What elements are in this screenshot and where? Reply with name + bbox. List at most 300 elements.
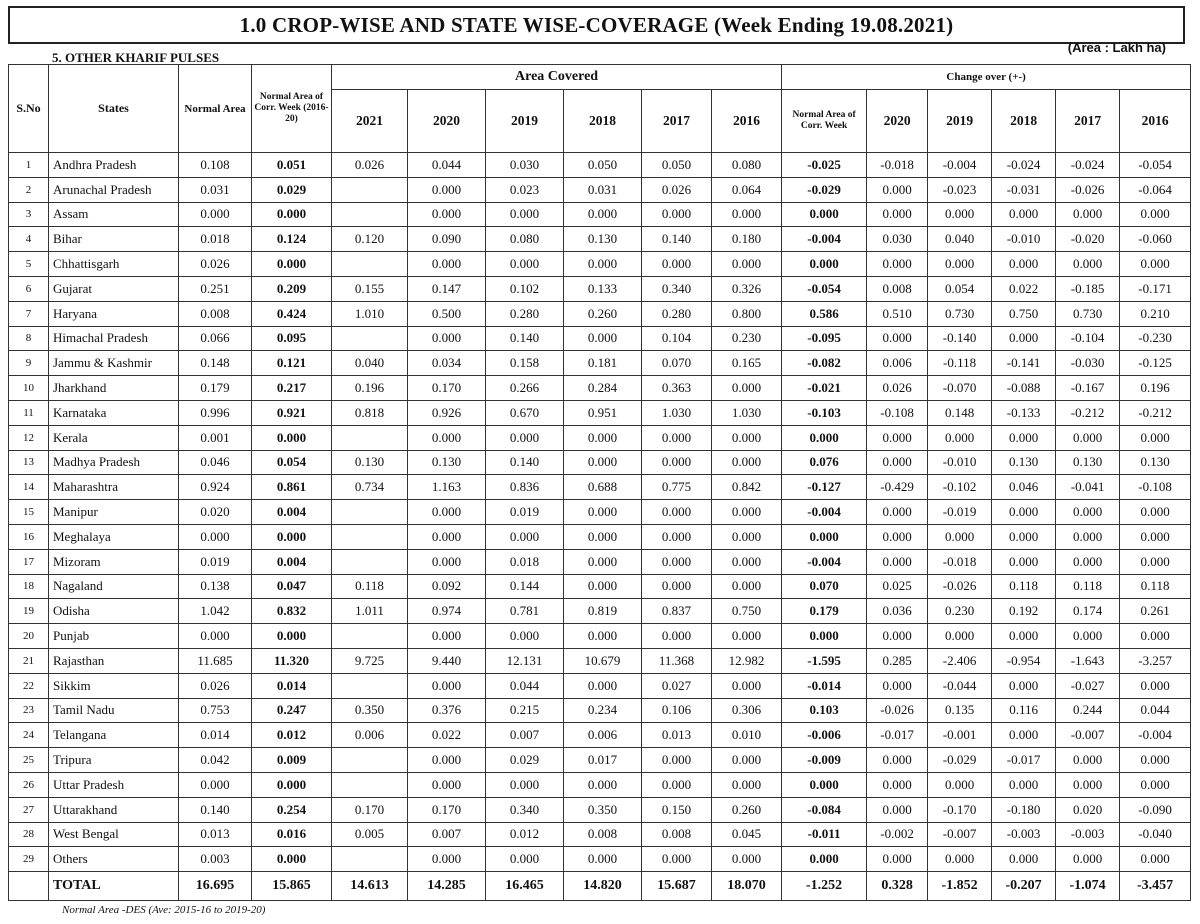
c2016-cell: 0.196: [1120, 376, 1191, 401]
normal-corr-cell: 0.051: [252, 153, 332, 178]
c2020-cell: 0.000: [867, 673, 928, 698]
normal-corr-cell: 0.004: [252, 549, 332, 574]
y2020-cell: 0.000: [408, 326, 486, 351]
normal-corr-cell: 0.424: [252, 301, 332, 326]
y2016-cell: 0.306: [712, 698, 782, 723]
y2016-cell: 0.750: [712, 599, 782, 624]
y2021-cell: 1.011: [332, 599, 408, 624]
c-normal-cell: -0.004: [782, 500, 867, 525]
c-normal-cell: -0.029: [782, 177, 867, 202]
y2018-cell: 0.000: [564, 624, 642, 649]
state-name-cell: Others: [49, 847, 179, 872]
y2018-cell: 0.350: [564, 797, 642, 822]
state-name-cell: Maharashtra: [49, 475, 179, 500]
y2018-cell: 0.017: [564, 748, 642, 773]
y2017-cell: 1.030: [642, 400, 712, 425]
c2016-cell: -0.040: [1120, 822, 1191, 847]
y2021-cell: 9.725: [332, 648, 408, 673]
table-row: [9, 376, 1191, 401]
c2020-cell: 0.000: [867, 326, 928, 351]
c2019-cell: -0.010: [928, 450, 992, 475]
y2019-cell: 0.140: [486, 326, 564, 351]
header-change-year: 2019: [928, 90, 992, 153]
y2016-cell: 0.800: [712, 301, 782, 326]
y2019-cell: 0.029: [486, 748, 564, 773]
y2018-cell: 0.133: [564, 276, 642, 301]
y2018-cell: 0.000: [564, 252, 642, 277]
c2020-cell: 0.006: [867, 351, 928, 376]
y2017-cell: 0.000: [642, 252, 712, 277]
table-row: [9, 425, 1191, 450]
c2020-cell: -0.429: [867, 475, 928, 500]
normal-cell: 0.019: [179, 549, 252, 574]
sno-cell: 2: [9, 177, 49, 202]
c2020-cell: 0.000: [867, 549, 928, 574]
y2018-cell: 0.130: [564, 227, 642, 252]
c2017-cell: -0.026: [1056, 177, 1120, 202]
y2021-cell: [332, 847, 408, 872]
c2017-cell: 0.000: [1056, 624, 1120, 649]
c2019-cell: 0.000: [928, 847, 992, 872]
y2020-cell: 1.163: [408, 475, 486, 500]
y2016-cell: 0.000: [712, 748, 782, 773]
table-row: [9, 177, 1191, 202]
y2021-cell: 1.010: [332, 301, 408, 326]
y2020-cell: 0.500: [408, 301, 486, 326]
y2019-cell: 0.000: [486, 847, 564, 872]
sno-cell: 4: [9, 227, 49, 252]
c-normal-cell: 0.000: [782, 524, 867, 549]
y2020-cell: 0.000: [408, 624, 486, 649]
y2019-cell: 0.102: [486, 276, 564, 301]
state-name-cell: Punjab: [49, 624, 179, 649]
c2019-cell: 0.000: [928, 252, 992, 277]
c2016-cell: 0.000: [1120, 202, 1191, 227]
header-area-year: 2020: [408, 90, 486, 153]
y2019-cell: 0.080: [486, 227, 564, 252]
y2020-cell: 0.000: [408, 524, 486, 549]
total-cell: 18.070: [712, 872, 782, 901]
normal-corr-cell: 0.921: [252, 400, 332, 425]
c2017-cell: 0.000: [1056, 748, 1120, 773]
y2020-cell: 0.022: [408, 723, 486, 748]
y2020-cell: 0.000: [408, 748, 486, 773]
c2020-cell: 0.008: [867, 276, 928, 301]
c2018-cell: 0.130: [992, 450, 1056, 475]
normal-cell: 0.046: [179, 450, 252, 475]
total-cell: 15.865: [252, 872, 332, 901]
y2019-cell: 0.670: [486, 400, 564, 425]
y2021-cell: [332, 177, 408, 202]
y2017-cell: 0.027: [642, 673, 712, 698]
c2016-cell: -0.171: [1120, 276, 1191, 301]
normal-cell: 0.996: [179, 400, 252, 425]
normal-cell: 0.003: [179, 847, 252, 872]
table-row: [9, 252, 1191, 277]
state-name-cell: Chhattisgarh: [49, 252, 179, 277]
sno-cell: 20: [9, 624, 49, 649]
table-row: [9, 847, 1191, 872]
normal-corr-cell: 0.217: [252, 376, 332, 401]
c2017-cell: -0.027: [1056, 673, 1120, 698]
y2016-cell: 12.982: [712, 648, 782, 673]
y2018-cell: 0.000: [564, 326, 642, 351]
normal-cell: 0.251: [179, 276, 252, 301]
header-sno: S.No: [9, 65, 49, 153]
c2017-cell: 0.130: [1056, 450, 1120, 475]
y2016-cell: 0.180: [712, 227, 782, 252]
y2020-cell: 0.000: [408, 177, 486, 202]
c2017-cell: 0.000: [1056, 500, 1120, 525]
c2019-cell: -0.018: [928, 549, 992, 574]
normal-corr-cell: 0.832: [252, 599, 332, 624]
y2021-cell: 0.026: [332, 153, 408, 178]
header-change-normal: Normal Area of Corr. Week: [782, 90, 867, 153]
c2017-cell: -0.024: [1056, 153, 1120, 178]
normal-corr-cell: 0.254: [252, 797, 332, 822]
normal-corr-cell: 0.000: [252, 624, 332, 649]
sno-cell: 15: [9, 500, 49, 525]
total-row: [9, 872, 1191, 901]
state-name-cell: Andhra Pradesh: [49, 153, 179, 178]
table-row: [9, 723, 1191, 748]
y2019-cell: 0.836: [486, 475, 564, 500]
c2018-cell: 0.000: [992, 524, 1056, 549]
header-area-year: 2017: [642, 90, 712, 153]
table-row: [9, 797, 1191, 822]
sno-cell: 25: [9, 748, 49, 773]
c2017-cell: 0.174: [1056, 599, 1120, 624]
total-cell: -1.852: [928, 872, 992, 901]
table-row: [9, 524, 1191, 549]
y2016-cell: 0.326: [712, 276, 782, 301]
normal-cell: 0.026: [179, 673, 252, 698]
c2016-cell: -0.060: [1120, 227, 1191, 252]
footnote: Normal Area -DES (Ave: 2015-16 to 2019-20): [62, 904, 266, 916]
y2017-cell: 0.363: [642, 376, 712, 401]
normal-corr-cell: 0.014: [252, 673, 332, 698]
c-normal-cell: -0.127: [782, 475, 867, 500]
total-cell: -1.252: [782, 872, 867, 901]
state-name-cell: Kerala: [49, 425, 179, 450]
y2016-cell: 0.000: [712, 574, 782, 599]
c2017-cell: -0.020: [1056, 227, 1120, 252]
y2016-cell: 0.080: [712, 153, 782, 178]
y2021-cell: 0.040: [332, 351, 408, 376]
y2021-cell: 0.155: [332, 276, 408, 301]
y2020-cell: 0.170: [408, 797, 486, 822]
c2017-cell: 0.730: [1056, 301, 1120, 326]
y2021-cell: 0.006: [332, 723, 408, 748]
y2021-cell: 0.734: [332, 475, 408, 500]
y2019-cell: 0.000: [486, 772, 564, 797]
table-row: [9, 301, 1191, 326]
normal-cell: 0.026: [179, 252, 252, 277]
c2019-cell: 0.230: [928, 599, 992, 624]
c2019-cell: -0.070: [928, 376, 992, 401]
normal-cell: 0.000: [179, 524, 252, 549]
header-area-covered: Area Covered: [332, 65, 782, 90]
c-normal-cell: -0.004: [782, 549, 867, 574]
state-name-cell: Haryana: [49, 301, 179, 326]
c2016-cell: -0.212: [1120, 400, 1191, 425]
sno-cell: 13: [9, 450, 49, 475]
c2019-cell: -0.044: [928, 673, 992, 698]
header-states: States: [49, 65, 179, 153]
state-name-cell: Uttar Pradesh: [49, 772, 179, 797]
c2016-cell: -0.064: [1120, 177, 1191, 202]
state-name-cell: Gujarat: [49, 276, 179, 301]
normal-corr-cell: 0.047: [252, 574, 332, 599]
state-name-cell: Madhya Pradesh: [49, 450, 179, 475]
c2018-cell: 0.000: [992, 847, 1056, 872]
c2020-cell: 0.000: [867, 252, 928, 277]
total-sno-cell: [9, 872, 49, 901]
y2019-cell: 0.266: [486, 376, 564, 401]
y2017-cell: 0.280: [642, 301, 712, 326]
c2018-cell: -0.088: [992, 376, 1056, 401]
y2016-cell: 0.010: [712, 723, 782, 748]
header-area-year: 2016: [712, 90, 782, 153]
table-row: [9, 624, 1191, 649]
table-row: [9, 822, 1191, 847]
c2019-cell: -0.019: [928, 500, 992, 525]
y2018-cell: 0.000: [564, 673, 642, 698]
y2016-cell: 0.165: [712, 351, 782, 376]
normal-corr-cell: 0.247: [252, 698, 332, 723]
c2016-cell: -0.230: [1120, 326, 1191, 351]
y2018-cell: 0.260: [564, 301, 642, 326]
c2018-cell: 0.000: [992, 202, 1056, 227]
c2016-cell: 0.210: [1120, 301, 1191, 326]
y2020-cell: 0.044: [408, 153, 486, 178]
normal-corr-cell: 0.000: [252, 252, 332, 277]
y2017-cell: 0.000: [642, 847, 712, 872]
total-cell: 14.613: [332, 872, 408, 901]
c2018-cell: -0.003: [992, 822, 1056, 847]
y2021-cell: [332, 549, 408, 574]
c2020-cell: 0.000: [867, 202, 928, 227]
c2016-cell: 0.118: [1120, 574, 1191, 599]
c2017-cell: 0.244: [1056, 698, 1120, 723]
sno-cell: 1: [9, 153, 49, 178]
normal-cell: 0.031: [179, 177, 252, 202]
c2016-cell: -0.125: [1120, 351, 1191, 376]
c2019-cell: -2.406: [928, 648, 992, 673]
table-row: [9, 326, 1191, 351]
c2019-cell: -0.029: [928, 748, 992, 773]
normal-corr-cell: 0.121: [252, 351, 332, 376]
c2020-cell: 0.000: [867, 524, 928, 549]
normal-cell: 0.013: [179, 822, 252, 847]
state-name-cell: Jharkhand: [49, 376, 179, 401]
header-normal-corr-week: Normal Area of Corr. Week (2016-20): [252, 65, 332, 153]
y2019-cell: 0.000: [486, 252, 564, 277]
y2021-cell: 0.350: [332, 698, 408, 723]
normal-corr-cell: 0.000: [252, 425, 332, 450]
c2019-cell: -0.007: [928, 822, 992, 847]
table-row: [9, 202, 1191, 227]
y2016-cell: 0.842: [712, 475, 782, 500]
y2018-cell: 0.050: [564, 153, 642, 178]
c2018-cell: 0.118: [992, 574, 1056, 599]
y2021-cell: [332, 748, 408, 773]
state-name-cell: Rajasthan: [49, 648, 179, 673]
table-row: [9, 400, 1191, 425]
c2017-cell: -0.007: [1056, 723, 1120, 748]
c2019-cell: 0.000: [928, 772, 992, 797]
c2020-cell: 0.000: [867, 450, 928, 475]
c2016-cell: 0.000: [1120, 549, 1191, 574]
c2019-cell: -0.102: [928, 475, 992, 500]
c2019-cell: -0.118: [928, 351, 992, 376]
y2016-cell: 0.000: [712, 252, 782, 277]
c2016-cell: 0.130: [1120, 450, 1191, 475]
y2016-cell: 0.000: [712, 425, 782, 450]
y2019-cell: 0.280: [486, 301, 564, 326]
y2017-cell: 0.104: [642, 326, 712, 351]
c-normal-cell: -0.082: [782, 351, 867, 376]
c2016-cell: 0.000: [1120, 252, 1191, 277]
sno-cell: 11: [9, 400, 49, 425]
y2019-cell: 12.131: [486, 648, 564, 673]
y2016-cell: 1.030: [712, 400, 782, 425]
y2019-cell: 0.018: [486, 549, 564, 574]
c2019-cell: 0.000: [928, 624, 992, 649]
c2019-cell: 0.730: [928, 301, 992, 326]
c2018-cell: 0.000: [992, 549, 1056, 574]
y2017-cell: 0.000: [642, 524, 712, 549]
y2017-cell: 0.837: [642, 599, 712, 624]
y2017-cell: 0.106: [642, 698, 712, 723]
c2019-cell: 0.040: [928, 227, 992, 252]
state-name-cell: Mizoram: [49, 549, 179, 574]
y2021-cell: [332, 425, 408, 450]
c2017-cell: -0.041: [1056, 475, 1120, 500]
y2019-cell: 0.000: [486, 624, 564, 649]
c-normal-cell: -1.595: [782, 648, 867, 673]
c2018-cell: -0.133: [992, 400, 1056, 425]
c2018-cell: 0.046: [992, 475, 1056, 500]
y2016-cell: 0.000: [712, 772, 782, 797]
sno-cell: 26: [9, 772, 49, 797]
c-normal-cell: -0.103: [782, 400, 867, 425]
total-cell: 14.285: [408, 872, 486, 901]
normal-cell: 0.018: [179, 227, 252, 252]
table-row: [9, 748, 1191, 773]
y2019-cell: 0.215: [486, 698, 564, 723]
y2020-cell: 0.000: [408, 252, 486, 277]
normal-corr-cell: 0.012: [252, 723, 332, 748]
y2020-cell: 0.000: [408, 425, 486, 450]
y2016-cell: 0.000: [712, 624, 782, 649]
c2020-cell: -0.108: [867, 400, 928, 425]
normal-cell: 0.753: [179, 698, 252, 723]
y2017-cell: 0.150: [642, 797, 712, 822]
header-change-year: 2020: [867, 90, 928, 153]
c2016-cell: 0.000: [1120, 624, 1191, 649]
c2017-cell: -0.185: [1056, 276, 1120, 301]
y2017-cell: 0.070: [642, 351, 712, 376]
sno-cell: 18: [9, 574, 49, 599]
header-change-year: 2016: [1120, 90, 1191, 153]
normal-cell: 0.001: [179, 425, 252, 450]
sno-cell: 21: [9, 648, 49, 673]
c2020-cell: 0.000: [867, 847, 928, 872]
c-normal-cell: 0.179: [782, 599, 867, 624]
normal-corr-cell: 0.000: [252, 847, 332, 872]
sno-cell: 17: [9, 549, 49, 574]
y2020-cell: 0.170: [408, 376, 486, 401]
total-cell: 16.695: [179, 872, 252, 901]
c2016-cell: -0.108: [1120, 475, 1191, 500]
total-cell: 15.687: [642, 872, 712, 901]
c2018-cell: 0.192: [992, 599, 1056, 624]
c-normal-cell: 0.586: [782, 301, 867, 326]
c-normal-cell: 0.000: [782, 202, 867, 227]
table-row: [9, 574, 1191, 599]
c-normal-cell: 0.103: [782, 698, 867, 723]
state-name-cell: Himachal Pradesh: [49, 326, 179, 351]
y2019-cell: 0.000: [486, 425, 564, 450]
c2018-cell: 0.000: [992, 723, 1056, 748]
c2018-cell: 0.000: [992, 772, 1056, 797]
normal-corr-cell: 0.861: [252, 475, 332, 500]
c2020-cell: 0.025: [867, 574, 928, 599]
sno-cell: 7: [9, 301, 49, 326]
sno-cell: 22: [9, 673, 49, 698]
y2017-cell: 11.368: [642, 648, 712, 673]
c2017-cell: -0.003: [1056, 822, 1120, 847]
c2018-cell: 0.000: [992, 425, 1056, 450]
y2020-cell: 0.000: [408, 847, 486, 872]
y2021-cell: 0.120: [332, 227, 408, 252]
y2020-cell: 0.147: [408, 276, 486, 301]
c2019-cell: -0.170: [928, 797, 992, 822]
normal-corr-cell: 0.000: [252, 524, 332, 549]
y2019-cell: 0.781: [486, 599, 564, 624]
y2020-cell: 0.926: [408, 400, 486, 425]
sno-cell: 3: [9, 202, 49, 227]
c-normal-cell: -0.095: [782, 326, 867, 351]
table-row: [9, 648, 1191, 673]
y2019-cell: 0.007: [486, 723, 564, 748]
normal-corr-cell: 0.000: [252, 772, 332, 797]
sno-cell: 9: [9, 351, 49, 376]
c2017-cell: 0.000: [1056, 549, 1120, 574]
sno-cell: 10: [9, 376, 49, 401]
total-cell: 16.465: [486, 872, 564, 901]
y2018-cell: 0.000: [564, 847, 642, 872]
state-name-cell: Telangana: [49, 723, 179, 748]
y2016-cell: 0.000: [712, 202, 782, 227]
state-name-cell: Jammu & Kashmir: [49, 351, 179, 376]
sno-cell: 27: [9, 797, 49, 822]
c2016-cell: -3.257: [1120, 648, 1191, 673]
normal-cell: 0.138: [179, 574, 252, 599]
c2016-cell: 0.000: [1120, 524, 1191, 549]
c2017-cell: -1.643: [1056, 648, 1120, 673]
y2020-cell: 0.000: [408, 500, 486, 525]
y2018-cell: 0.000: [564, 574, 642, 599]
c2019-cell: 0.148: [928, 400, 992, 425]
total-cell: -0.207: [992, 872, 1056, 901]
table-row: [9, 351, 1191, 376]
c2016-cell: -0.004: [1120, 723, 1191, 748]
c2020-cell: 0.026: [867, 376, 928, 401]
c2018-cell: 0.022: [992, 276, 1056, 301]
normal-corr-cell: 0.124: [252, 227, 332, 252]
